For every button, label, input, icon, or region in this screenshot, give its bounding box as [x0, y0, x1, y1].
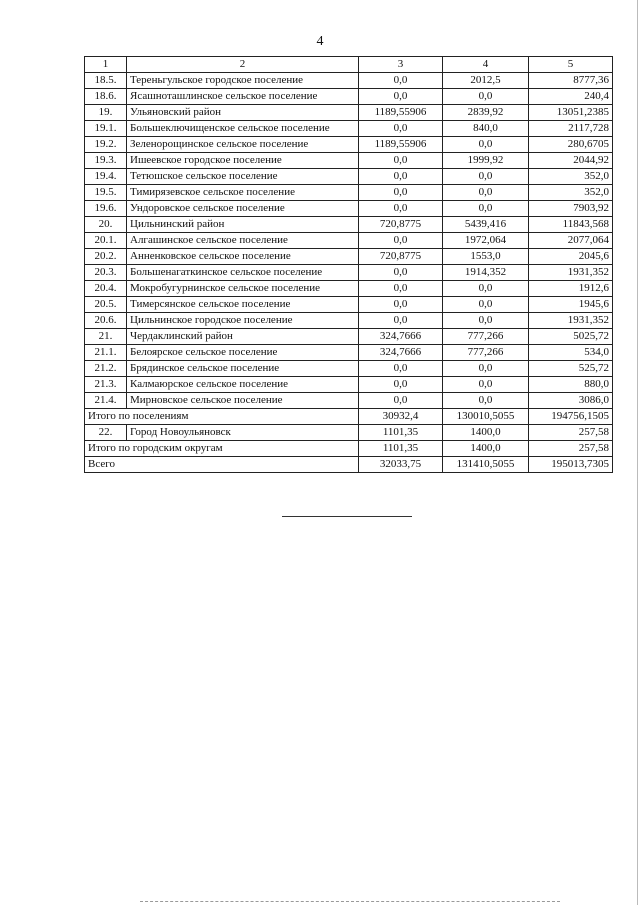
row-name: Большенагаткинское сельское поселение [127, 265, 359, 281]
budget-table [84, 56, 613, 473]
table-row [85, 329, 613, 345]
row-col3: 0,0 [359, 313, 443, 329]
row-number: 21.4. [85, 393, 127, 409]
table-row [85, 217, 613, 233]
row-col5: 2117,728 [529, 121, 613, 137]
row-col4: 1999,92 [443, 153, 529, 169]
table-row [85, 393, 613, 409]
row-name: Тереньгульское городское поселение [127, 73, 359, 89]
row-col3: 0,0 [359, 297, 443, 313]
row-number: 19.5. [85, 185, 127, 201]
table-row [85, 425, 613, 441]
total-city-districts-col4: 1400,0 [443, 441, 529, 457]
total-settlements-col4: 130010,5055 [443, 409, 529, 425]
row-col5: 8777,36 [529, 73, 613, 89]
row-col3: 0,0 [359, 185, 443, 201]
row-name: Алгашинское сельское поселение [127, 233, 359, 249]
row-name: Цильнинское городское поселение [127, 313, 359, 329]
row-name: Тимерсянское сельское поселение [127, 297, 359, 313]
row-name: Калмаюрское сельское поселение [127, 377, 359, 393]
row-number: 20.3. [85, 265, 127, 281]
row-col3: 0,0 [359, 233, 443, 249]
row-number: 21. [85, 329, 127, 345]
row-number: 20.5. [85, 297, 127, 313]
grand-total-col5: 195013,7305 [529, 457, 613, 473]
grand-total-col3: 32033,75 [359, 457, 443, 473]
row-col4: 1972,064 [443, 233, 529, 249]
row-name: Ишеевское городское поселение [127, 153, 359, 169]
row-number: 22. [85, 425, 127, 441]
table-row [85, 89, 613, 105]
row-col4: 0,0 [443, 313, 529, 329]
header-col-1: 1 [85, 57, 127, 73]
row-col3: 1189,55906 [359, 137, 443, 153]
row-number: 19.2. [85, 137, 127, 153]
row-name: Ундоровское сельское поселение [127, 201, 359, 217]
row-name: Анненковское сельское поселение [127, 249, 359, 265]
table-row [85, 361, 613, 377]
table-row [85, 105, 613, 121]
row-col4: 0,0 [443, 361, 529, 377]
grand-total-col4: 131410,5055 [443, 457, 529, 473]
row-col5: 352,0 [529, 185, 613, 201]
row-col3: 1101,35 [359, 425, 443, 441]
row-name: Зеленорощинское сельское поселение [127, 137, 359, 153]
table-header-row [85, 57, 613, 73]
row-col5: 1931,352 [529, 265, 613, 281]
row-col5: 3086,0 [529, 393, 613, 409]
table-row [85, 73, 613, 89]
row-col3: 720,8775 [359, 217, 443, 233]
row-col5: 13051,2385 [529, 105, 613, 121]
row-number: 19.3. [85, 153, 127, 169]
row-col4: 1553,0 [443, 249, 529, 265]
row-col3: 0,0 [359, 265, 443, 281]
row-col4: 1914,352 [443, 265, 529, 281]
table-row [85, 297, 613, 313]
row-col5: 1931,352 [529, 313, 613, 329]
row-col3: 1189,55906 [359, 105, 443, 121]
row-col3: 0,0 [359, 89, 443, 105]
header-col-2: 2 [127, 57, 359, 73]
row-col3: 0,0 [359, 281, 443, 297]
row-col4: 840,0 [443, 121, 529, 137]
row-col5: 257,58 [529, 425, 613, 441]
table-row [85, 345, 613, 361]
row-number: 19. [85, 105, 127, 121]
row-number: 20.2. [85, 249, 127, 265]
row-name: Чердаклинский район [127, 329, 359, 345]
table-row [85, 137, 613, 153]
row-col4: 0,0 [443, 201, 529, 217]
header-col-5: 5 [529, 57, 613, 73]
row-number: 20.4. [85, 281, 127, 297]
row-col4: 1400,0 [443, 425, 529, 441]
header-col-3: 3 [359, 57, 443, 73]
separator-line [282, 516, 412, 517]
row-name: Мокробугурнинское сельское поселение [127, 281, 359, 297]
row-col3: 0,0 [359, 153, 443, 169]
table-row [85, 377, 613, 393]
grand-total-row [85, 457, 613, 473]
row-col4: 0,0 [443, 89, 529, 105]
row-col5: 1912,6 [529, 281, 613, 297]
row-col4: 777,266 [443, 329, 529, 345]
row-col4: 0,0 [443, 377, 529, 393]
scan-bottom-artifact [140, 901, 560, 902]
total-settlements-label: Итого по поселениям [85, 409, 359, 425]
row-col3: 0,0 [359, 377, 443, 393]
table-row [85, 313, 613, 329]
row-col3: 324,7666 [359, 329, 443, 345]
row-col5: 7903,92 [529, 201, 613, 217]
row-number: 19.1. [85, 121, 127, 137]
row-col3: 0,0 [359, 73, 443, 89]
row-col3: 0,0 [359, 361, 443, 377]
row-number: 18.5. [85, 73, 127, 89]
table-row [85, 185, 613, 201]
total-city-districts-label: Итого по городским округам [85, 441, 359, 457]
row-col4: 777,266 [443, 345, 529, 361]
row-name: Ульяновский район [127, 105, 359, 121]
row-col3: 0,0 [359, 201, 443, 217]
row-col3: 324,7666 [359, 345, 443, 361]
row-col5: 280,6705 [529, 137, 613, 153]
row-col5: 534,0 [529, 345, 613, 361]
row-col5: 880,0 [529, 377, 613, 393]
table-row [85, 169, 613, 185]
total-settlements-col3: 30932,4 [359, 409, 443, 425]
table-row [85, 265, 613, 281]
row-name: Большеключищенское сельское поселение [127, 121, 359, 137]
row-col4: 0,0 [443, 297, 529, 313]
page-number: 4 [316, 34, 324, 49]
row-col5: 240,4 [529, 89, 613, 105]
row-name: Тетюшское сельское поселение [127, 169, 359, 185]
total-settlements-col5: 194756,1505 [529, 409, 613, 425]
row-number: 20. [85, 217, 127, 233]
row-col5: 525,72 [529, 361, 613, 377]
row-col4: 0,0 [443, 393, 529, 409]
row-col5: 2045,6 [529, 249, 613, 265]
row-col4: 2012,5 [443, 73, 529, 89]
row-col4: 0,0 [443, 185, 529, 201]
row-name: Город Новоульяновск [127, 425, 359, 441]
table-row [85, 233, 613, 249]
table-row [85, 121, 613, 137]
row-number: 21.3. [85, 377, 127, 393]
row-number: 20.1. [85, 233, 127, 249]
total-city-districts-col3: 1101,35 [359, 441, 443, 457]
row-number: 18.6. [85, 89, 127, 105]
row-col3: 0,0 [359, 169, 443, 185]
row-col5: 1945,6 [529, 297, 613, 313]
row-number: 21.1. [85, 345, 127, 361]
total-city-districts-row [85, 441, 613, 457]
row-col3: 720,8775 [359, 249, 443, 265]
row-name: Брядинское сельское поселение [127, 361, 359, 377]
row-col4: 5439,416 [443, 217, 529, 233]
row-col4: 0,0 [443, 137, 529, 153]
total-city-districts-col5: 257,58 [529, 441, 613, 457]
row-name: Тимирязевское сельское поселение [127, 185, 359, 201]
row-col5: 2044,92 [529, 153, 613, 169]
row-col4: 0,0 [443, 169, 529, 185]
row-col4: 2839,92 [443, 105, 529, 121]
header-col-4: 4 [443, 57, 529, 73]
row-number: 20.6. [85, 313, 127, 329]
row-col4: 0,0 [443, 281, 529, 297]
row-col3: 0,0 [359, 121, 443, 137]
row-name: Цильнинский район [127, 217, 359, 233]
row-col5: 2077,064 [529, 233, 613, 249]
table-row [85, 281, 613, 297]
table-row [85, 153, 613, 169]
row-col5: 11843,568 [529, 217, 613, 233]
row-number: 19.4. [85, 169, 127, 185]
row-col5: 352,0 [529, 169, 613, 185]
scan-edge-line [637, 0, 638, 905]
row-name: Ясашноташлинское сельское поселение [127, 89, 359, 105]
row-number: 19.6. [85, 201, 127, 217]
table-row [85, 201, 613, 217]
row-col5: 5025,72 [529, 329, 613, 345]
row-number: 21.2. [85, 361, 127, 377]
row-col3: 0,0 [359, 393, 443, 409]
row-name: Белоярское сельское поселение [127, 345, 359, 361]
total-settlements-row [85, 409, 613, 425]
grand-total-label: Всего [85, 457, 359, 473]
row-name: Мирновское сельское поселение [127, 393, 359, 409]
table-row [85, 249, 613, 265]
